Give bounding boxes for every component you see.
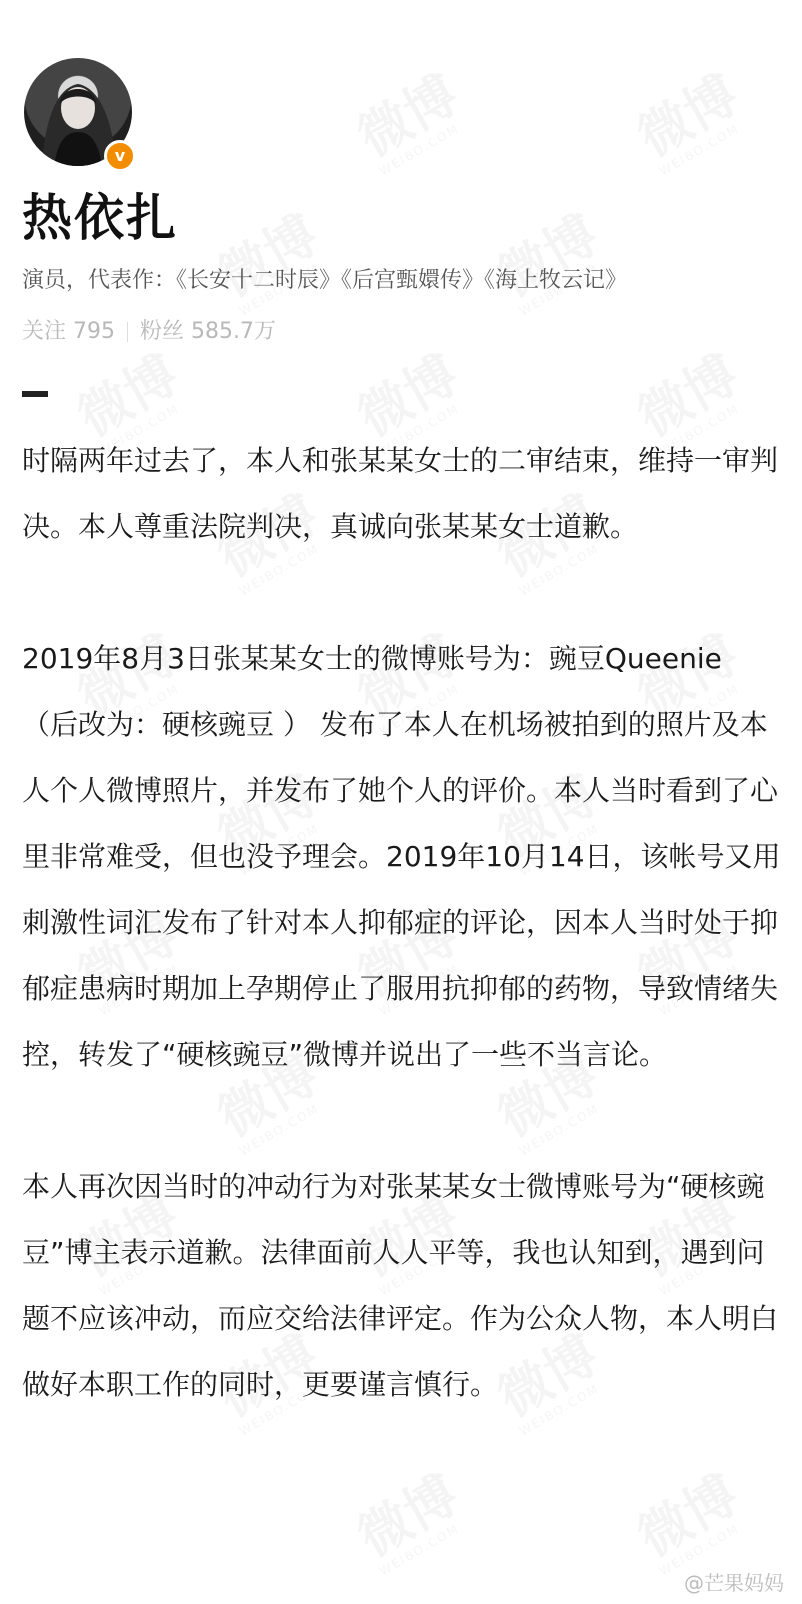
- post-content: [22, 428, 784, 1418]
- watermark: [630, 68, 753, 177]
- follow-stat[interactable]: [22, 319, 115, 344]
- profile-stats: [22, 314, 276, 345]
- source-credit: @芒果妈妈: [684, 1571, 784, 1595]
- section-bar-icon: [22, 391, 48, 397]
- profile-bio: 演员，代表作：《长安十二时辰》《后宫甄嬛传》《海上牧云记》: [22, 268, 628, 293]
- verified-badge-icon: v: [104, 140, 136, 172]
- post-paragraph: 本人再次因当时的冲动行为对张某某女士微博账号为“硬核豌豆”博主表示道歉。法律面前人人平等，我也认知到，遇到问题不应该冲动，而应交给法律评定。作为公众人物，本人明白做好本职工作的同时，更要谨言慎行。: [22, 1170, 779, 1401]
- stats-divider: [127, 322, 128, 342]
- post-paragraph: 时隔两年过去了，本人和张某某女士的二审结束，维持一审判决。本人尊重法院判决，真诚向张某某女士道歉。: [22, 444, 779, 543]
- paragraph-gap: [22, 1088, 784, 1154]
- watermark: [350, 1468, 473, 1577]
- follow-count: 795: [73, 319, 116, 344]
- post-paragraph: 2019年8月3日张某某女士的微博账号为：豌豆Queenie （后改为：硬核豌豆 ） 发布了本人在机场被拍到的照片及本人个人微博照片，并发布了她个人的评价。本人当时看到了心里非常难受，但也没予理会。2019年10月14日，该帐号又用刺激性词汇发布了针对本人抑郁症的评论，因本人当时处于抑郁症患病时期加上孕期停止了服用抗抑郁的药物，导致情绪失控，转发了“硬核豌豆”微博并说出了一些不当言论。: [22, 642, 781, 1071]
- profile-name: 热依扎: [22, 189, 178, 247]
- watermark: [630, 1468, 753, 1577]
- follow-label: 关注: [22, 319, 67, 344]
- fans-count: 585.7万: [191, 319, 277, 344]
- fans-label: 粉丝: [140, 319, 185, 344]
- fans-stat[interactable]: [140, 319, 276, 344]
- watermark: [350, 68, 473, 177]
- paragraph-gap: [22, 560, 784, 626]
